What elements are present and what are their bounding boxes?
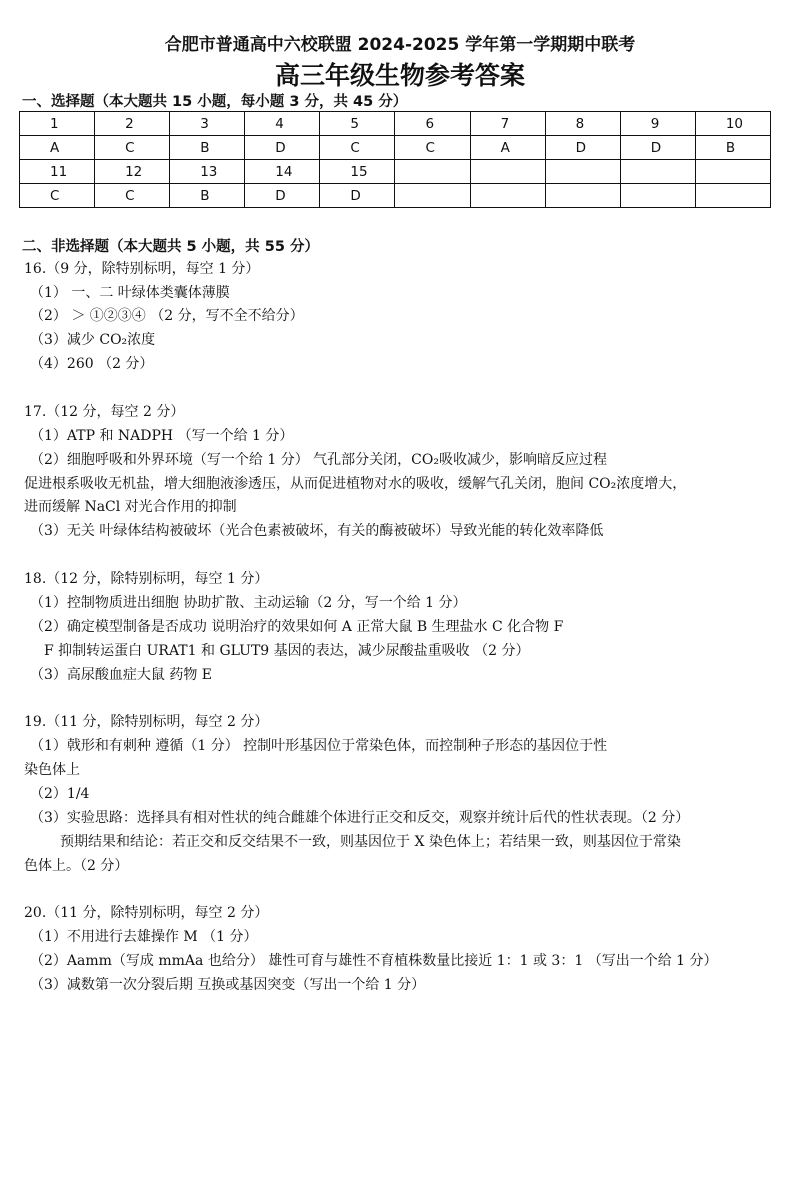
q17-answer-2-cont2: 进而缓解 NaCl 对光合作用的抑制 <box>24 499 237 515</box>
section2-heading: 二、非选择题（本大题共 5 小题，共 55 分） <box>22 239 319 255</box>
table-cell: 5 <box>320 112 395 136</box>
exam-title: 合肥市普通高中六校联盟 2024-2025 学年第一学期期中联考 <box>164 35 636 55</box>
answer-key-subtitle: 高三年级生物参考答案 <box>274 61 525 90</box>
q16-answer-2: （2） ＞ ①②③④ （2 分，写不全不给分） <box>30 308 304 324</box>
q18-answer-2: （2）确定模型制备是否成功 说明治疗的效果如何 A 正常大鼠 B 生理盐水 C 化合物 F <box>30 619 564 635</box>
table-cell <box>620 160 695 184</box>
q19-answer-3-cont2: 色体上。（2 分） <box>24 858 129 874</box>
q16-answer-3: （3）减少 CO₂浓度 <box>30 332 156 348</box>
q18-header: 18.（12 分，除特别标明，每空 1 分） <box>24 571 269 587</box>
table-cell <box>695 160 770 184</box>
table-cell <box>470 160 545 184</box>
table-row <box>20 112 771 136</box>
table-cell: A <box>20 136 95 160</box>
q18-answer-3: （3）高尿酸血症大鼠 药物 E <box>30 667 213 683</box>
table-cell: D <box>245 136 320 160</box>
q17-answer-1: （1）ATP 和 NADPH （写一个给 1 分） <box>30 428 294 444</box>
table-cell: C <box>395 136 470 160</box>
table-cell <box>395 160 470 184</box>
table-cell: 13 <box>170 160 245 184</box>
table-cell: C <box>95 136 170 160</box>
q17-answer-2-cont: 促进根系吸收无机盐，增大细胞液渗透压，从而促进植物对水的吸收，缓解气孔关闭，胞间 CO₂浓度增大， <box>24 476 687 492</box>
table-cell: 7 <box>470 112 545 136</box>
q19-answer-1: （1）戟形和有刺种 遵循（1 分） 控制叶形基因位于常染色体，而控制种子形态的基因位于性 <box>30 738 608 754</box>
q16-header: 16.（9 分，除特别标明，每空 1 分） <box>24 261 260 277</box>
q17-answer-2: （2）细胞呼吸和外界环境（写一个给 1 分） 气孔部分关闭，CO₂吸收减少，影响暗反应过程 <box>30 452 607 468</box>
q18-answer-1: （1）控制物质进出细胞 协助扩散、主动运输（2 分，写一个给 1 分） <box>30 595 467 611</box>
q19-header: 19.（11 分，除特别标明，每空 2 分） <box>24 714 269 730</box>
q19-answer-1-cont: 染色体上 <box>24 762 80 778</box>
table-cell <box>620 184 695 208</box>
q19-answer-3: （3）实验思路：选择具有相对性状的纯合雌雄个体进行正交和反交，观察并统计后代的性状表现。（2 分） <box>30 810 690 826</box>
table-cell: B <box>170 184 245 208</box>
table-cell: C <box>20 184 95 208</box>
table-cell: 8 <box>545 112 620 136</box>
table-cell: 2 <box>95 112 170 136</box>
table-cell: 15 <box>320 160 395 184</box>
table-cell: D <box>545 136 620 160</box>
q20-answer-3: （3）减数第一次分裂后期 互换或基因突变（写出一个给 1 分） <box>30 977 426 993</box>
table-row <box>20 136 771 160</box>
q17-answer-3: （3）无关 叶绿体结构被破坏（光合色素被破坏，有关的酶被破坏）导致光能的转化效率降低 <box>30 523 604 539</box>
q16-answer-1: （1） 一、二 叶绿体类囊体薄膜 <box>30 285 230 301</box>
section1-heading: 一、选择题（本大题共 15 小题，每小题 3 分，共 45 分） <box>22 94 408 110</box>
q18-answer-2-cont: F 抑制转运蛋白 URAT1 和 GLUT9 基因的表达，减少尿酸盐重吸收 （2 分） <box>44 643 530 659</box>
table-cell <box>545 160 620 184</box>
table-cell <box>545 184 620 208</box>
table-cell <box>395 184 470 208</box>
table-row <box>20 160 771 184</box>
table-cell: D <box>620 136 695 160</box>
table-cell: 1 <box>20 112 95 136</box>
q17-header: 17.（12 分，每空 2 分） <box>24 404 185 420</box>
table-cell: C <box>95 184 170 208</box>
answer-table <box>19 111 771 208</box>
table-cell: D <box>245 184 320 208</box>
q20-header: 20.（11 分，除特别标明，每空 2 分） <box>24 905 269 921</box>
table-cell: 4 <box>245 112 320 136</box>
table-cell: 11 <box>20 160 95 184</box>
q20-answer-1: （1）不用进行去雄操作 M （1 分） <box>30 929 258 945</box>
q20-answer-2: （2）Aamm（写成 mmAa 也给分） 雄性可育与雄性不育植株数量比接近 1：1 或 3：1 （写出一个给 1 分） <box>30 953 718 969</box>
table-cell <box>695 184 770 208</box>
q19-answer-2: （2）1/4 <box>30 786 90 802</box>
table-row <box>20 184 771 208</box>
table-cell: 14 <box>245 160 320 184</box>
table-cell: 9 <box>620 112 695 136</box>
table-cell: B <box>695 136 770 160</box>
table-cell: 3 <box>170 112 245 136</box>
table-cell: C <box>320 136 395 160</box>
table-cell <box>470 184 545 208</box>
table-cell: D <box>320 184 395 208</box>
q16-answer-4: （4）260 （2 分） <box>30 356 154 372</box>
table-cell: 6 <box>395 112 470 136</box>
q19-answer-3-cont: 预期结果和结论：若正交和反交结果不一致，则基因位于 X 染色体上；若结果一致，则基因位于常染 <box>60 834 681 850</box>
table-cell: 12 <box>95 160 170 184</box>
table-cell: A <box>470 136 545 160</box>
table-cell: 10 <box>695 112 770 136</box>
table-cell: B <box>170 136 245 160</box>
